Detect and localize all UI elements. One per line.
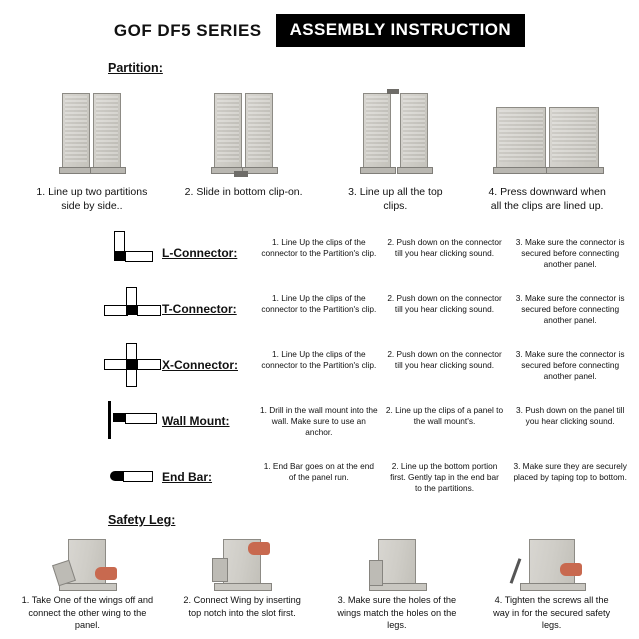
wall-mount-icon [104, 399, 162, 443]
t-connector-name: T-Connector: [162, 302, 237, 317]
t-connector-step-2: 2. Push down on the connector till you hear clicking sound. [387, 293, 502, 314]
connector-row-t [0, 287, 639, 331]
end-bar-step-2: 2. Line up the bottom portion first. Gently tap in the end bar to the partitions. [390, 461, 499, 493]
connector-row-wall-mount [0, 399, 639, 443]
t-connector-icon [104, 287, 162, 331]
x-connector-steps [258, 349, 631, 381]
partition-step-2 [168, 83, 320, 213]
l-connector-step-2: 2. Push down on the connector till you hear clicking sound. [387, 237, 502, 258]
wall-mount-step-3: 3. Push down on the panel till you hear clicking sound. [515, 405, 625, 426]
safety-leg-steps-row [0, 531, 639, 631]
partition-section-label: Partition: [108, 61, 163, 75]
x-connector-icon [104, 343, 162, 387]
t-connector-step-3: 3. Make sure the connector is secured before connecting another panel. [515, 293, 625, 325]
partition-step-1-illustration [62, 83, 121, 171]
safety-leg-step-3 [320, 531, 475, 631]
connector-row-l [0, 231, 639, 275]
end-bar-step-1: 1. End Bar goes on at the end of the panel run. [263, 461, 374, 482]
safety-leg-step-1 [10, 531, 165, 631]
safety-leg-step-4-caption: 4. Tighten the screws all the way in for the secured safety legs. [493, 595, 611, 631]
end-bar-name: End Bar: [162, 470, 213, 485]
partition-step-4-caption: 4. Press downward when all the clips are lined up. [488, 186, 606, 213]
x-connector-name: X-Connector: [162, 358, 238, 373]
wall-mount-steps [258, 405, 631, 437]
wall-mount-name: Wall Mount: [162, 414, 230, 429]
partition-step-1-caption: 1. Line up two partitions side by side.. [36, 186, 148, 213]
wall-mount-step-1: 1. Drill in the wall mount into the wall. Make sure to use an anchor. [260, 405, 378, 437]
end-bar-steps [258, 461, 631, 493]
partition-step-2-illustration [214, 83, 273, 171]
x-connector-step-1: 1. Line Up the clips of the connector to the Partition's clip. [261, 349, 377, 370]
end-bar-icon [104, 455, 162, 499]
safety-leg-step-2-illustration [223, 531, 261, 587]
partition-step-1 [16, 83, 168, 213]
safety-leg-step-3-caption: 3. Make sure the holes of the wings match the holes on the legs. [337, 595, 457, 631]
safety-leg-step-1-caption: 1. Take One of the wings off and connect the other wing to the panel. [21, 595, 154, 631]
t-connector-step-1: 1. Line Up the clips of the connector to the Partition's clip. [261, 293, 377, 314]
safety-leg-step-1-illustration [68, 531, 106, 587]
partition-step-2-caption: 2. Slide in bottom clip-on. [184, 186, 303, 198]
partition-steps-row [0, 83, 639, 213]
safety-leg-step-4-illustration [529, 531, 575, 587]
partition-step-3-illustration [363, 83, 428, 171]
safety-leg-step-4 [474, 531, 629, 631]
partition-step-3-caption: 3. Line up all the top clips. [348, 186, 443, 213]
page-title: GOF DF5 SERIES [113, 20, 262, 40]
x-connector-step-3: 3. Make sure the connector is secured before connecting another panel. [515, 349, 625, 381]
assembly-instruction-banner: ASSEMBLY INSTRUCTION [276, 14, 525, 47]
partition-step-4 [471, 83, 623, 213]
l-connector-icon [104, 231, 162, 275]
partition-step-4-illustration [496, 83, 599, 171]
safety-leg-step-3-illustration [378, 531, 416, 587]
safety-leg-section-label: Safety Leg: [108, 513, 176, 528]
connector-row-x [0, 343, 639, 387]
l-connector-name: L-Connector: [162, 246, 238, 261]
l-connector-step-3: 3. Make sure the connector is secured before connecting another panel. [515, 237, 625, 269]
wall-mount-step-2: 2. Line up the clips of a panel to the wall mount's. [385, 405, 504, 426]
connector-row-end-bar [0, 455, 639, 499]
l-connector-step-1: 1. Line Up the clips of the connector to the Partition's clip. [261, 237, 377, 258]
header [0, 0, 639, 47]
end-bar-step-3: 3. Make sure they are securely placed by taping top to bottom. [513, 461, 627, 482]
safety-leg-step-2-caption: 2. Connect Wing by inserting top notch into the slot first. [183, 595, 301, 618]
l-connector-steps [258, 237, 631, 269]
t-connector-steps [258, 293, 631, 325]
safety-leg-step-2 [165, 531, 320, 631]
partition-step-3 [320, 83, 472, 213]
x-connector-step-2: 2. Push down on the connector till you hear clicking sound. [387, 349, 502, 370]
